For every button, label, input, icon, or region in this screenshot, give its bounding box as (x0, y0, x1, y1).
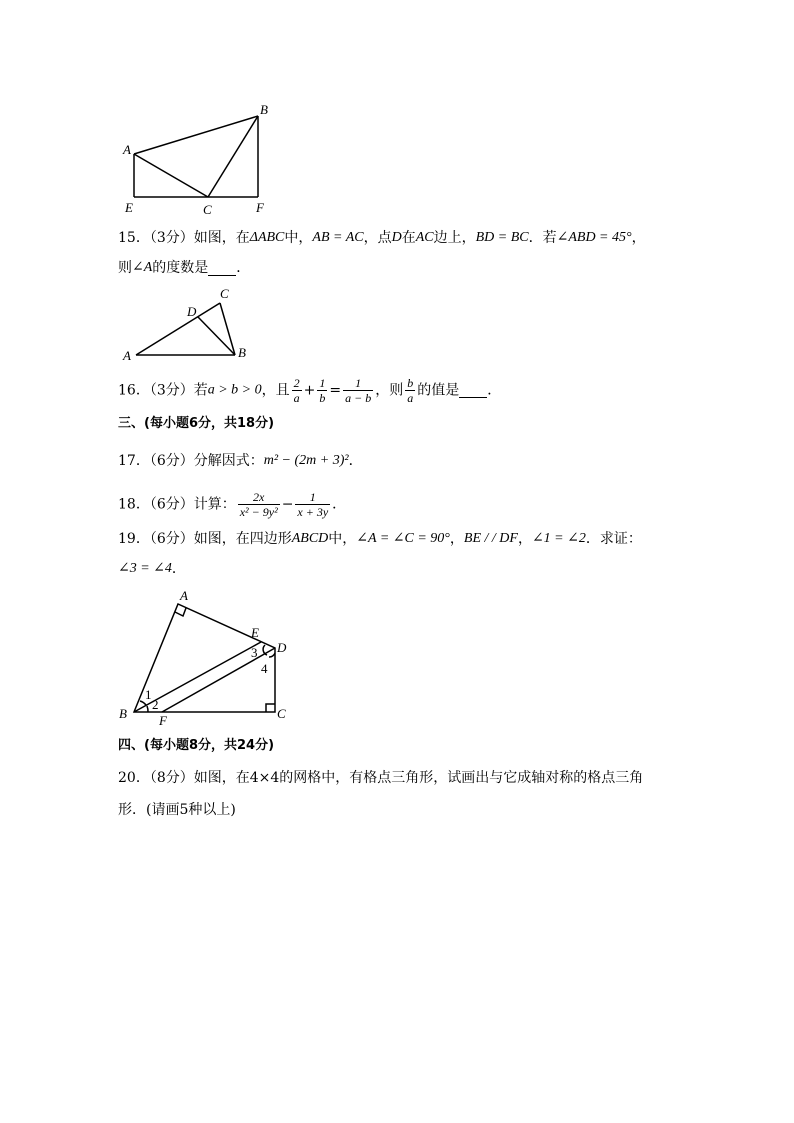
question-19-line1: 19．（6分）如图，在四边形ABCD中，∠A = ∠C = 90°，BE / / DF，∠1 = ∠2．求证： (118, 531, 642, 547)
angle-1-label: 1 (145, 687, 152, 702)
question-15-line1: 15．（3分）如图，在ΔABC中，AB = AC，点D在AC边上，BD = BC．若∠ABD = 45°， (118, 230, 646, 246)
label-d: D (187, 304, 197, 319)
fraction-2x: $\frac{2x}{\text{x² − 9y²}}$ (239, 490, 278, 519)
question-20-line2: 形．(请画5种以上) (118, 802, 236, 818)
question-17: 17．（6分）分解因式：m² − (2m + 3)²． (118, 453, 363, 469)
label-f: F (256, 200, 264, 215)
figure-q14 (115, 100, 285, 220)
label-c: C (277, 706, 286, 721)
figure-q19 (115, 585, 300, 728)
fraction-2-over-a: $\frac{2}{a}$ (293, 376, 300, 405)
question-19-line2: ∠3 = ∠4． (118, 561, 186, 577)
angle-2-label: 2 (152, 697, 159, 712)
answer-blank (459, 383, 487, 398)
label-a: A (180, 588, 188, 603)
label-b: B (119, 706, 127, 721)
question-16: 16．（3分）若a > b > 0，且 $\frac{2}{a}$ + $\frac{1}{b}$ = $\frac{1}{a - b}$ ，则 $\frac{b}{a}$ 的值是 ． (118, 376, 502, 405)
label-d: D (277, 640, 287, 655)
answer-blank (208, 261, 236, 276)
label-c: C (203, 202, 212, 217)
angle-4-label: 4 (261, 661, 268, 676)
angle-3-label: 3 (251, 645, 258, 660)
label-e: E (251, 625, 259, 640)
section-3-heading: 三、(每小题6分，共18分) (118, 416, 275, 431)
label-c: C (220, 286, 229, 301)
label-a: A (123, 142, 131, 157)
label-a: A (123, 348, 131, 363)
section-4-heading: 四、(每小题8分，共24分) (118, 738, 275, 753)
fraction-1-over-x-plus-3y: $\frac{1}{x + 3y}$ (297, 490, 329, 519)
fraction-1-over-a-minus-b: $\frac{1}{a - b}$ (345, 376, 372, 405)
question-18: 18．（6分）计算： $\frac{2x}{\text{x² − 9y²}}$ − $\frac{1}{x + 3y}$ ． (118, 490, 347, 519)
fraction-1-over-b: $\frac{1}{b}$ (319, 376, 326, 405)
label-b: B (260, 102, 268, 117)
label-e: E (125, 200, 133, 215)
figure-q15 (118, 285, 263, 365)
question-20-line1: 20．（8分）如图，在4×4的网格中，有格点三角形，试画出与它成轴对称的格点三角 (118, 770, 644, 786)
question-15-line2: 则∠A的度数是 ． (118, 260, 251, 276)
label-f: F (159, 713, 167, 728)
fraction-b-over-a: $\frac{b}{a}$ (407, 376, 414, 405)
label-b: B (238, 345, 246, 360)
